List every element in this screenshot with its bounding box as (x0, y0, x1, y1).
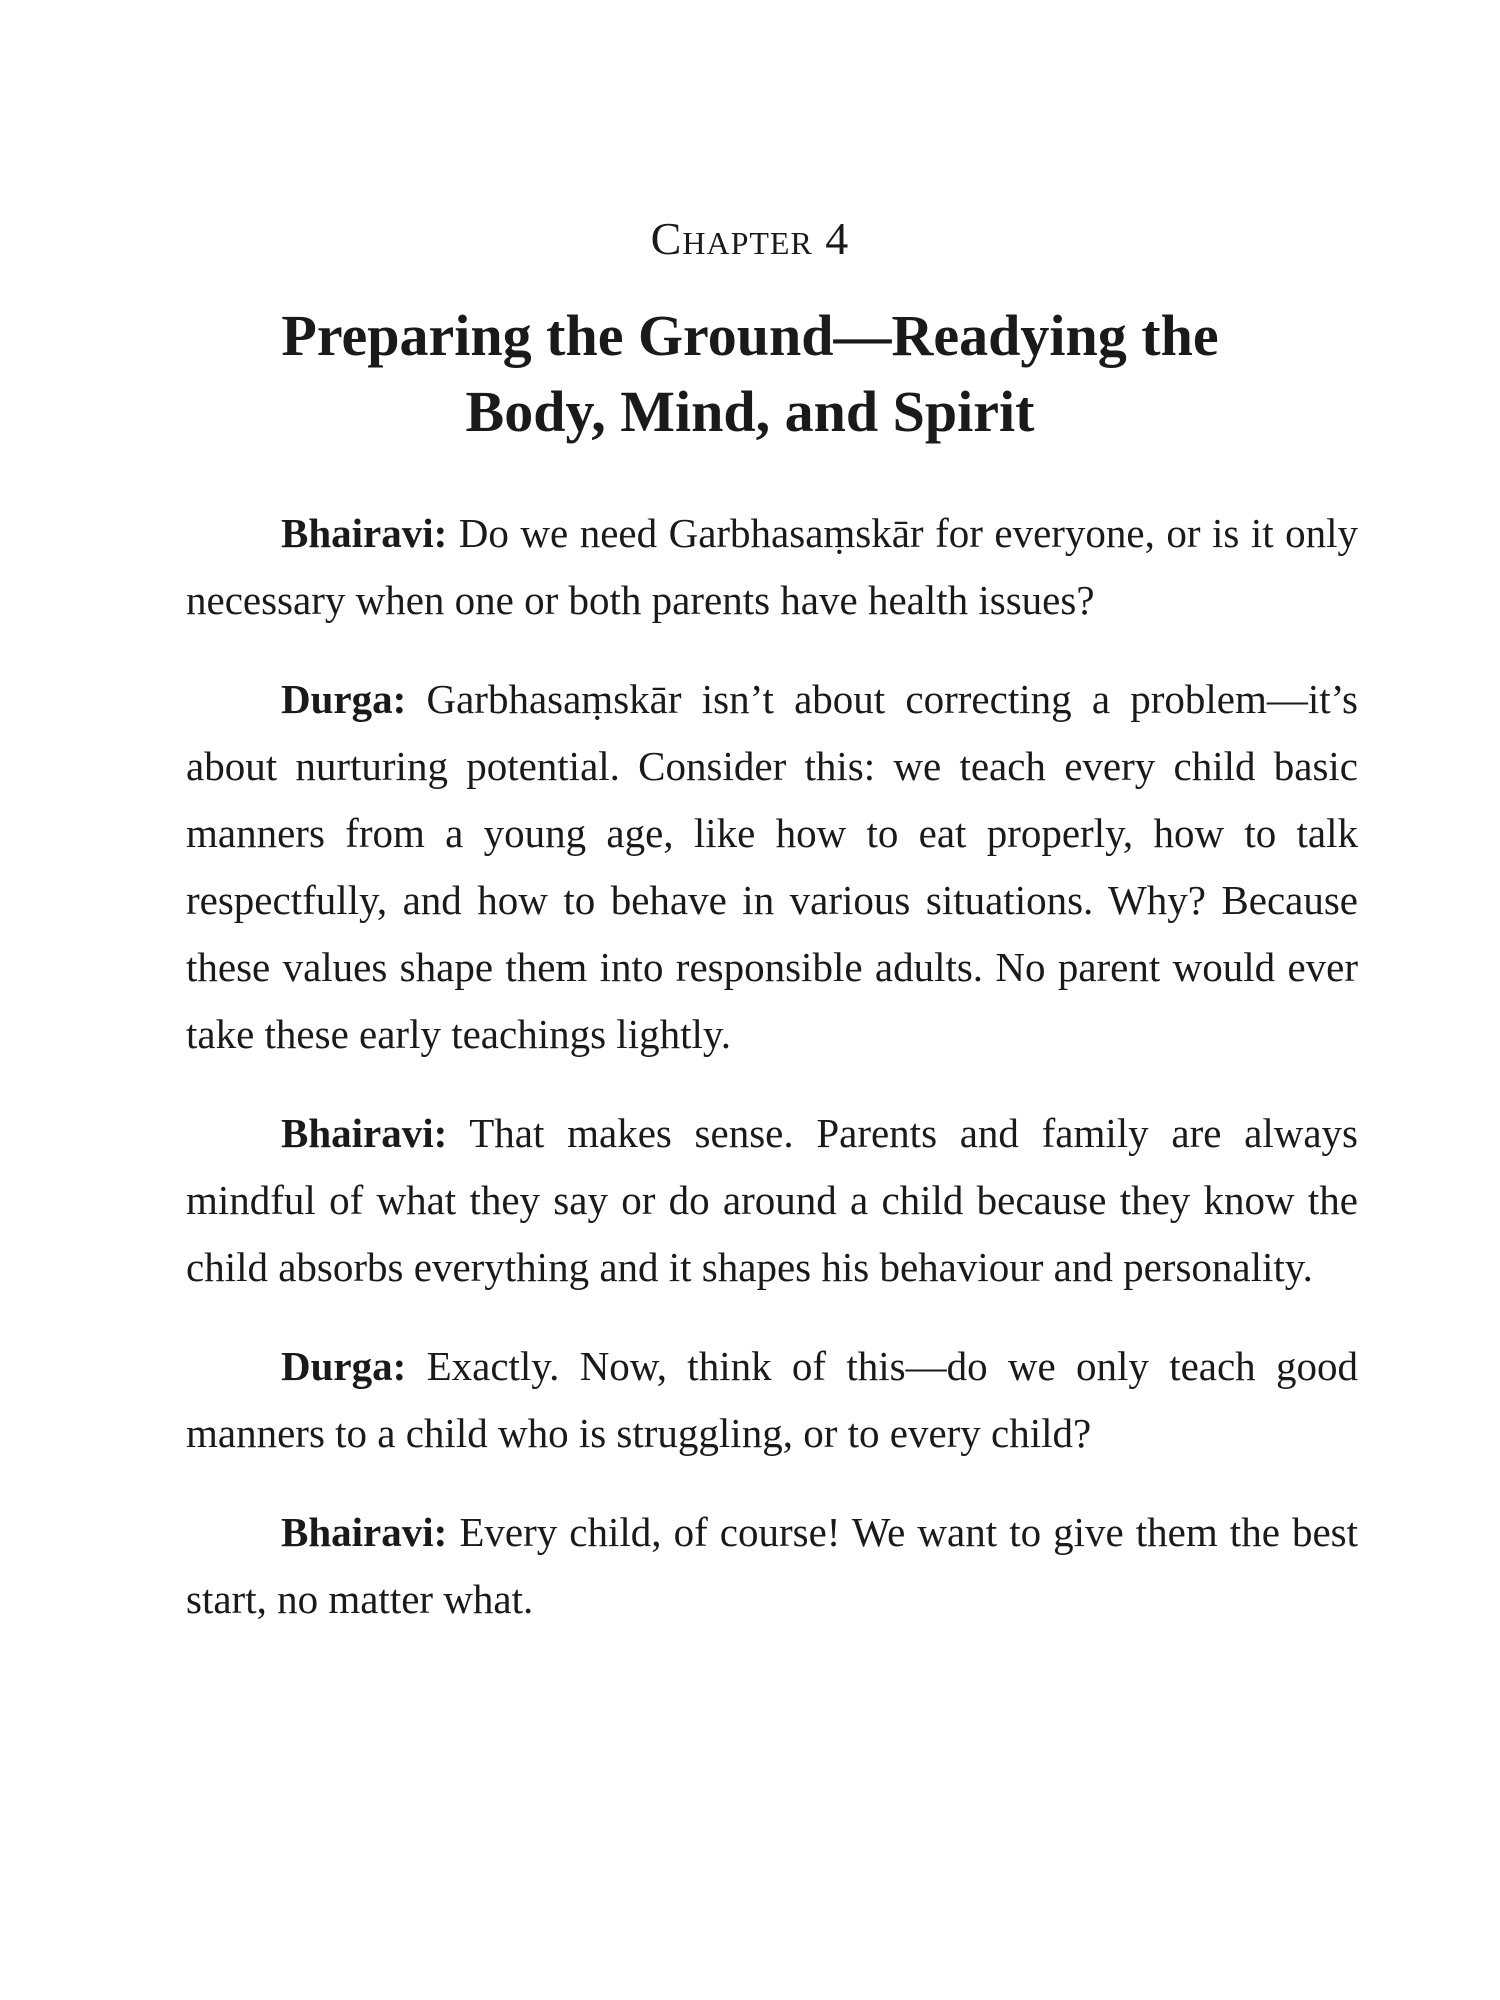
dialogue-body (186, 500, 1358, 1665)
dialogue-paragraph (186, 500, 1358, 634)
speaker-name: Bhairavi: (281, 1509, 448, 1555)
dialogue-text: Do we need Garbhasaṃskār for everyone, or is it only necessary when one or both parents have health issues? (186, 510, 1359, 623)
speaker-name: Bhairavi: (281, 510, 448, 556)
dialogue-paragraph (186, 666, 1358, 1068)
dialogue-text: Exactly. Now, think of this—do we only teach good manners to a child who is struggling, or to every child? (186, 1343, 1358, 1456)
speaker-name: Bhairavi: (281, 1110, 448, 1156)
dialogue-text: Every child, of course! We want to give them the best start, no matter what. (186, 1509, 1358, 1622)
dialogue-paragraph (186, 1100, 1358, 1301)
dialogue-text: That makes sense. Parents and family are always mindful of what they say or do around a child because they know the child absorbs everything and it shapes his behaviour and personality. (186, 1110, 1358, 1290)
dialogue-paragraph (186, 1333, 1358, 1467)
chapter-title-line-1: Preparing the Ground—Readying the (281, 303, 1219, 368)
chapter-title (180, 298, 1320, 450)
speaker-name: Durga: (281, 676, 407, 722)
chapter-title-line-2: Body, Mind, and Spirit (465, 379, 1035, 444)
chapter-label: Chapter 4 (650, 213, 850, 264)
speaker-name: Durga: (281, 1343, 407, 1389)
dialogue-paragraph (186, 1499, 1358, 1633)
dialogue-text: Garbhasaṃskār isn’t about correcting a problem—it’s about nurturing potential. Consider this: we teach every child basic manners from a young age, like how to eat properly, how to talk respectfully, and how to behave in various situations. Why? Because these values shape them into responsible adults. No parent would ever take these early teachings lightly. (186, 676, 1359, 1057)
